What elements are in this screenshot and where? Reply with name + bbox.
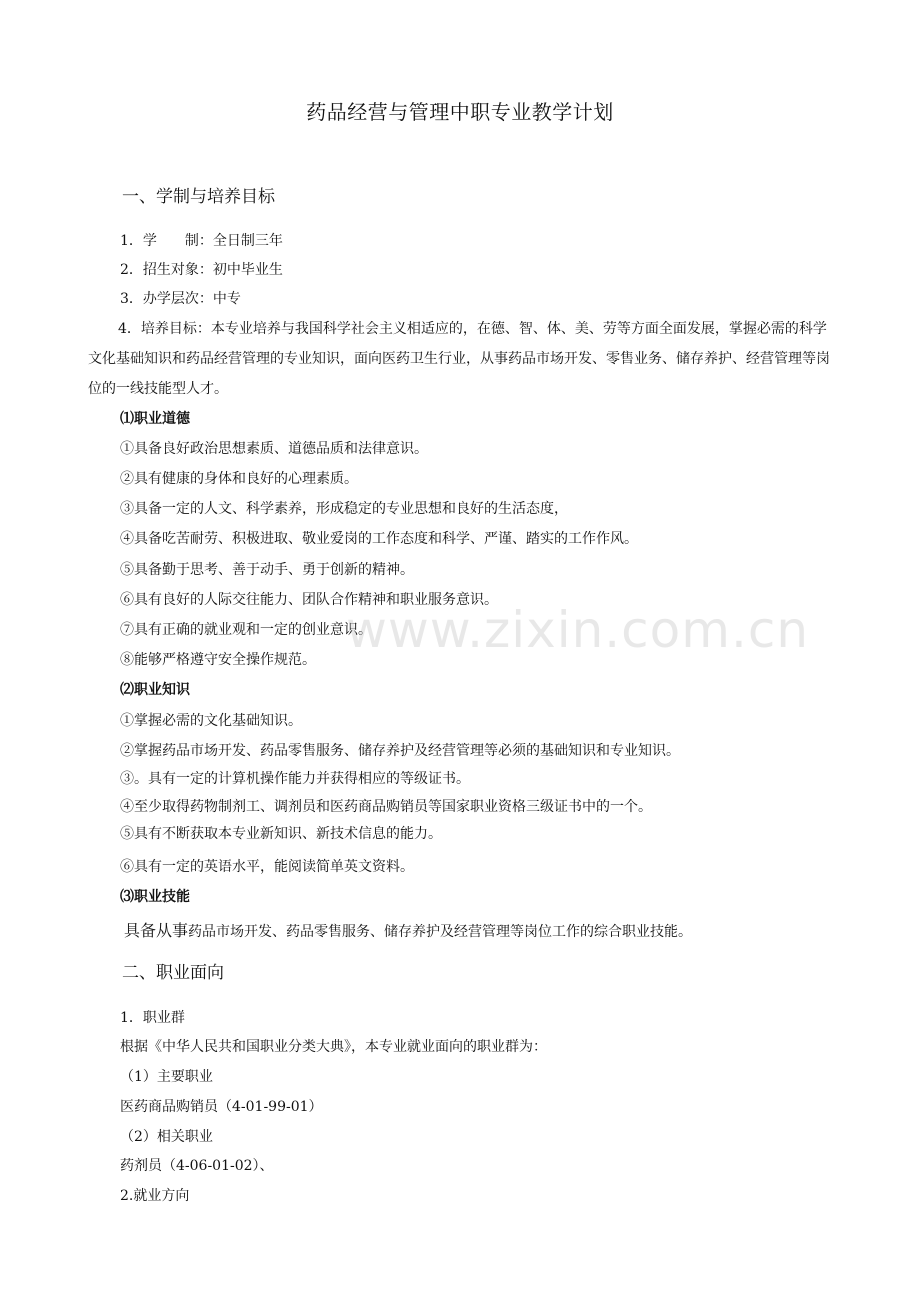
ethics-item: ⑤具备勤于思考、善于动手、勇于创新的精神。 (120, 562, 414, 578)
occupation-line: 1．职业群 (120, 1010, 185, 1026)
skills-heading: ⑶职业技能 (120, 889, 190, 905)
occupation-line: 医药商品购销员（4-01-99-01） (120, 1099, 323, 1115)
knowledge-item: ➀掌握必需的文化基础知识。 (120, 713, 302, 729)
ethics-item: ②具有健康的身体和良好的心理素质。 (120, 471, 358, 487)
ethics-heading: ⑴职业道德 (120, 411, 190, 427)
item-level: 3．办学层次：中专 (120, 291, 241, 307)
ethics-item: ⑦具有正确的就业观和一定的创业意识。 (120, 622, 372, 638)
section-heading-1: 一、学制与培养目标 (122, 187, 275, 207)
document-title: 药品经营与管理中职专业教学计划 (306, 100, 614, 124)
ethics-item: ⑧能够严格遵守安全操作规范。 (120, 652, 316, 668)
ethics-item: ①具备良好政治思想素质、道德品质和法律意识。 (120, 441, 428, 457)
watermark: www.zixin.com.cn (346, 601, 810, 659)
section-heading-2: 二、职业面向 (122, 963, 224, 983)
knowledge-heading: ⑵职业知识 (120, 682, 190, 698)
skills-text (124, 920, 692, 943)
occupation-line: 根据《中华人民共和国职业分类大典》，本专业就业面向的职业群为： (120, 1039, 547, 1055)
item-duration: 1．学 制：全日制三年 (120, 233, 283, 249)
ethics-item: ④具备吃苦耐劳、积极进取、敬业爱岗的工作态度和科学、严谨、踏实的工作作风。 (120, 531, 638, 547)
occupation-line: 药剂员（4-06-01-02）、 (120, 1158, 274, 1174)
item-enrollment: 2．招生对象：初中毕业生 (120, 262, 283, 278)
knowledge-item: ➂。具有一定的计算机操作能力并获得相应的等级证书。 (120, 771, 470, 787)
skills-lead: 具备从事 (124, 921, 189, 940)
knowledge-item: ➅具有一定的英语水平，能阅读简单英文资料。 (120, 859, 414, 875)
knowledge-item: ➃至少取得药物制剂工、调剂员和医药商品购销员等国家职业资格三级证书中的一个。 (120, 799, 652, 815)
occupation-line: 2.就业方向 (120, 1188, 190, 1204)
item-objective: 4．培养目标：本专业培养与我国科学社会主义相适应的，在德、智、体、美、劳等方面全面发展，掌握必需的科学文化基础知识和药品经营管理的专业知识，面向医药卫生行业，从事药品市场开发、零售业务、储存养护、经营管理等岗位的一线技能型人才。 (88, 321, 830, 397)
occupation-line: （1）主要职业 (120, 1069, 213, 1085)
skills-body: 药品市场开发、药品零售服务、储存养护及经营管理等岗位工作的综合职业技能。 (188, 924, 693, 940)
ethics-item: ⑥具有良好的人际交往能力、团队合作精神和职业服务意识。 (120, 592, 498, 608)
knowledge-item: ➁掌握药品市场开发、药品零售服务、储存养护及经营管理等必须的基础知识和专业知识。 (120, 743, 680, 759)
knowledge-item: ➄具有不断获取本专业新知识、新技术信息的能力。 (120, 826, 442, 842)
occupation-line: （2）相关职业 (120, 1129, 213, 1145)
ethics-item: ③具备一定的人文、科学素养，形成稳定的专业思想和良好的生活态度， (120, 501, 568, 517)
